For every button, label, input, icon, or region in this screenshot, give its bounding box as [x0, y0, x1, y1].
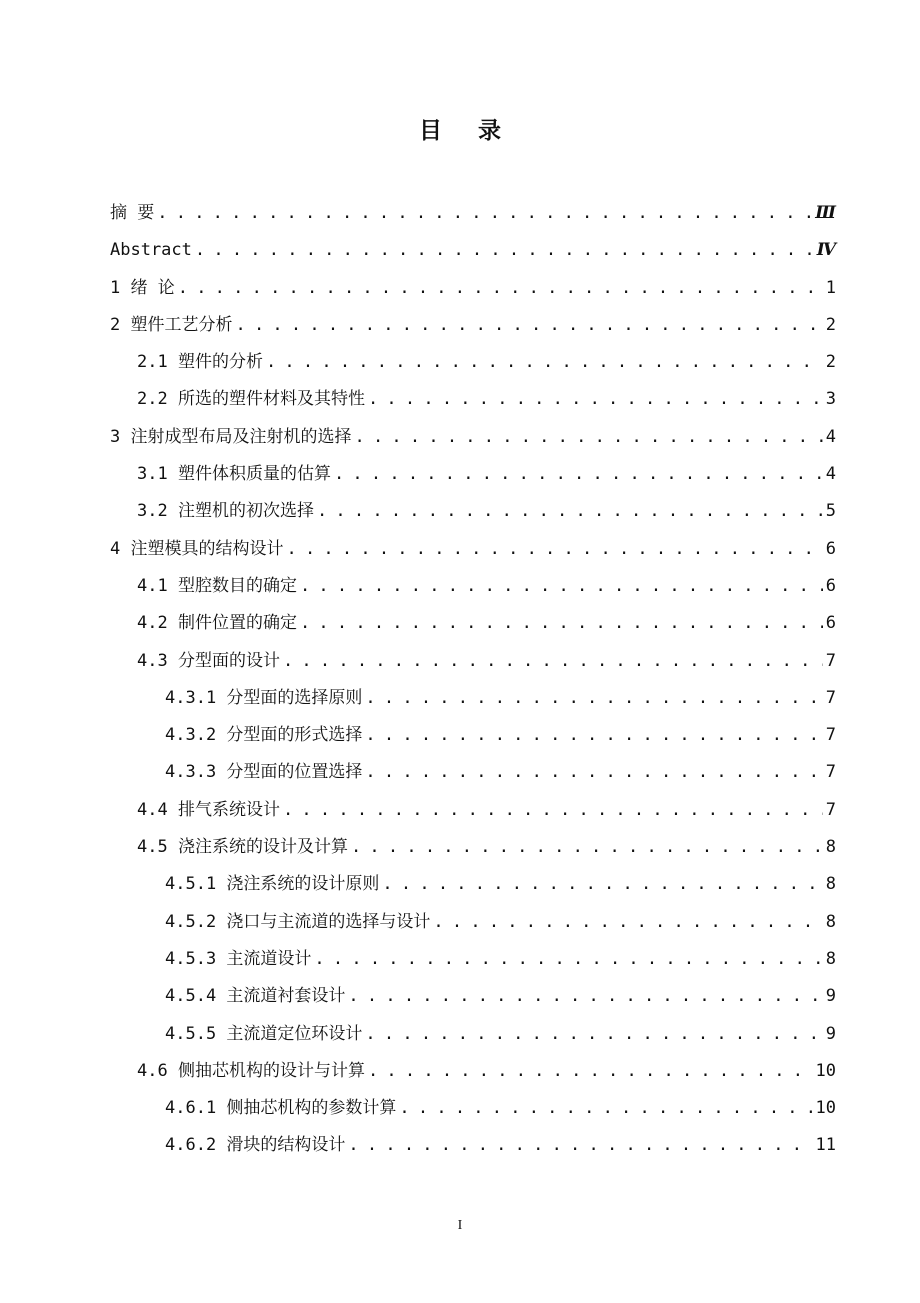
dot-leader	[178, 270, 823, 307]
dot-leader	[365, 1016, 822, 1053]
dot-leader	[300, 568, 823, 605]
toc-entry[interactable]	[110, 232, 836, 269]
toc-entry-page-number: 4	[825, 426, 836, 447]
toc-entry-page-number: 1	[825, 277, 836, 298]
page-title: 目 录	[418, 118, 515, 144]
dot-leader	[368, 381, 823, 418]
toc-entry-page-number: 11	[815, 1135, 836, 1156]
toc-entry-page-number: 7	[825, 762, 836, 783]
toc-entry-label: 2.2 所选的塑件材料及其特性	[137, 389, 365, 410]
table-of-contents	[110, 195, 836, 1165]
toc-entry-label: 3.2 注塑机的初次选择	[137, 501, 314, 522]
toc-entry[interactable]	[110, 1016, 836, 1053]
toc-entry-page-number: 7	[825, 725, 836, 746]
toc-entry[interactable]	[110, 605, 836, 642]
toc-entry[interactable]	[110, 381, 836, 418]
toc-entry-page-number: 7	[825, 650, 836, 671]
dot-leader	[317, 493, 823, 530]
toc-entry-label: 2 塑件工艺分析	[110, 314, 233, 335]
toc-entry-label: 4.6.2 滑块的结构设计	[165, 1135, 346, 1156]
dot-leader	[348, 1127, 812, 1164]
toc-entry[interactable]	[110, 941, 836, 978]
toc-entry-label: 4.5 浇注系统的设计及计算	[137, 837, 348, 858]
toc-entry-page-number: 8	[825, 911, 836, 932]
toc-entry-label: 4.6.1 侧抽芯机构的参数计算	[165, 1098, 397, 1119]
toc-entry-page-number: 9	[825, 986, 836, 1007]
toc-entry-label: 4.5.4 主流道衬套设计	[165, 986, 346, 1007]
dot-leader	[368, 1053, 813, 1090]
toc-entry-page-number: Ⅲ	[815, 203, 836, 223]
toc-entry-page-number: 8	[825, 837, 836, 858]
toc-entry[interactable]	[110, 792, 836, 829]
dot-leader	[195, 232, 814, 269]
toc-entry-label: 4.5.3 主流道设计	[165, 948, 312, 969]
toc-entry-page-number: 10	[815, 1098, 836, 1119]
dot-leader	[348, 978, 822, 1015]
toc-entry-label: 4.2 制件位置的确定	[137, 613, 297, 634]
toc-entry-page-number: 5	[825, 501, 836, 522]
toc-entry[interactable]	[110, 419, 836, 456]
toc-entry[interactable]	[110, 270, 836, 307]
dot-leader	[354, 419, 822, 456]
toc-entry-label: 4.6 侧抽芯机构的设计与计算	[137, 1060, 365, 1081]
toc-entry-label: 3.1 塑件体积质量的估算	[137, 464, 331, 485]
dot-leader	[365, 680, 822, 717]
dot-leader	[382, 866, 822, 903]
toc-entry[interactable]	[110, 493, 836, 530]
toc-entry-label: 4.3.3 分型面的位置选择	[165, 762, 363, 783]
dot-leader	[283, 792, 823, 829]
dot-leader	[300, 605, 823, 642]
toc-entry[interactable]	[110, 754, 836, 791]
toc-entry-page-number: 3	[825, 389, 836, 410]
toc-entry-label: 1 绪 论	[110, 277, 175, 298]
dot-leader	[365, 717, 822, 754]
toc-entry[interactable]	[110, 904, 836, 941]
toc-entry-label: 4.1 型腔数目的确定	[137, 575, 297, 596]
toc-entry-page-number: 6	[825, 613, 836, 634]
toc-entry-page-number: 6	[825, 538, 836, 559]
toc-entry-label: 4.5.1 浇注系统的设计原则	[165, 874, 380, 895]
toc-entry-page-number: 4	[825, 464, 836, 485]
toc-entry-label: 4.3.1 分型面的选择原则	[165, 687, 363, 708]
toc-entry-page-number: 9	[825, 1023, 836, 1044]
dot-leader	[314, 941, 822, 978]
toc-entry[interactable]	[110, 195, 836, 232]
toc-entry[interactable]	[110, 307, 836, 344]
toc-entry[interactable]	[110, 717, 836, 754]
page-number-footer: I	[457, 1218, 463, 1233]
toc-entry-page-number: Ⅳ	[816, 240, 836, 261]
toc-entry[interactable]	[110, 680, 836, 717]
toc-entry-page-number: 7	[825, 799, 836, 820]
toc-entry-page-number: 2	[825, 352, 836, 373]
dot-leader	[334, 456, 823, 493]
toc-entry[interactable]	[110, 1127, 836, 1164]
dot-leader	[286, 531, 822, 568]
toc-entry-label: 摘 要	[110, 203, 155, 223]
toc-entry[interactable]	[110, 866, 836, 903]
toc-entry[interactable]	[110, 456, 836, 493]
toc-entry-label: 4.3.2 分型面的形式选择	[165, 725, 363, 746]
toc-entry-label: 2.1 塑件的分析	[137, 352, 263, 373]
toc-entry[interactable]	[110, 344, 836, 381]
toc-entry-page-number: 2	[825, 314, 836, 335]
dot-leader	[399, 1090, 812, 1127]
toc-entry-page-number: 10	[815, 1060, 836, 1081]
toc-entry[interactable]	[110, 568, 836, 605]
toc-entry-page-number: 8	[825, 874, 836, 895]
toc-entry-label: 4.5.5 主流道定位环设计	[165, 1023, 363, 1044]
toc-entry[interactable]	[110, 1090, 836, 1127]
dot-leader	[365, 754, 822, 791]
toc-entry-label: 4 注塑模具的结构设计	[110, 538, 284, 559]
toc-entry-label: 4.3 分型面的设计	[137, 650, 280, 671]
toc-entry[interactable]	[110, 1053, 836, 1090]
dot-leader	[235, 307, 822, 344]
dot-leader	[157, 195, 812, 232]
dot-leader	[283, 643, 823, 680]
toc-entry-page-number: 7	[825, 687, 836, 708]
toc-entry[interactable]	[110, 829, 836, 866]
dot-leader	[266, 344, 823, 381]
toc-entry-label: 4.4 排气系统设计	[137, 799, 280, 820]
toc-entry-label: Abstract	[110, 240, 192, 261]
toc-entry-label: 4.5.2 浇口与主流道的选择与设计	[165, 911, 431, 932]
toc-entry-page-number: 6	[825, 575, 836, 596]
toc-entry[interactable]	[110, 978, 836, 1015]
toc-entry-label: 3 注射成型布局及注射机的选择	[110, 426, 352, 447]
dot-leader	[351, 829, 823, 866]
toc-entry[interactable]	[110, 643, 836, 680]
toc-entry-page-number: 8	[825, 948, 836, 969]
toc-entry[interactable]	[110, 531, 836, 568]
dot-leader	[433, 904, 822, 941]
